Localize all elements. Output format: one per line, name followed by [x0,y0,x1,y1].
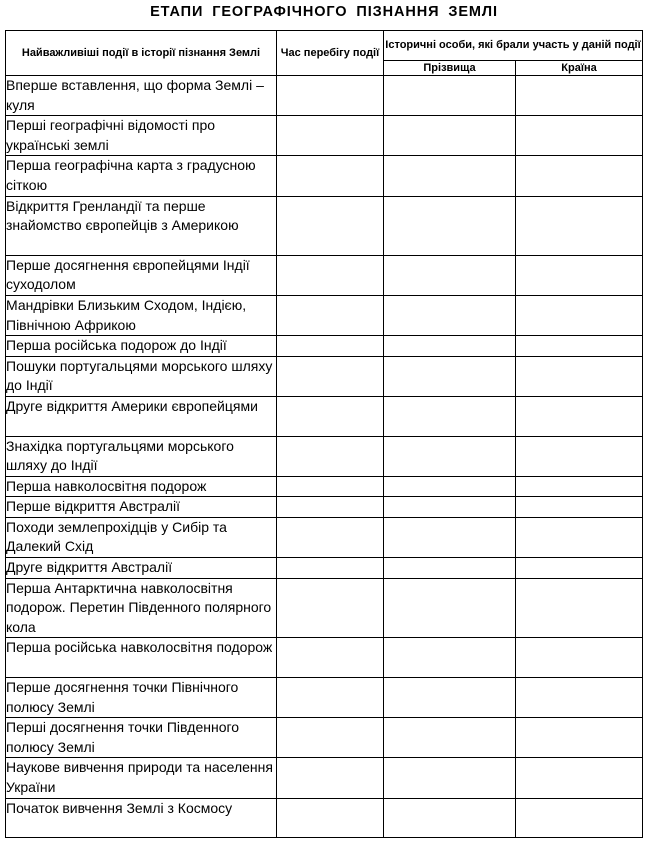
country-cell[interactable] [516,517,643,557]
time-cell[interactable] [277,295,384,335]
country-cell[interactable] [516,476,643,497]
table-row [6,196,643,255]
time-cell[interactable] [277,396,384,436]
event-cell: Мандрівки Близьким Сходом, Індією, Північною Африкою [6,295,277,335]
time-cell[interactable] [277,356,384,396]
surname-cell[interactable] [384,396,516,436]
event-cell: Перша навколосвітня подорож [6,476,277,497]
country-cell[interactable] [516,295,643,335]
surname-cell[interactable] [384,758,516,798]
table-row [6,255,643,295]
surname-cell[interactable] [384,436,516,476]
event-cell: Перша географічна карта з градусною сіткою [6,156,277,196]
surname-cell[interactable] [384,497,516,518]
event-cell: Перше досягнення точки Північного полюсу Землі [6,678,277,718]
time-cell[interactable] [277,798,384,838]
time-cell[interactable] [277,196,384,255]
event-cell: Пошуки португальцями морського шляху до Індії [6,356,277,396]
time-cell[interactable] [277,255,384,295]
country-cell[interactable] [516,497,643,518]
table-row [6,718,643,758]
country-cell[interactable] [516,255,643,295]
table-row [6,356,643,396]
event-cell: Відкриття Гренландії та перше знайомство європейців з Америкою [6,196,277,255]
table-row [6,476,643,497]
header-country: Країна [516,61,643,76]
country-cell[interactable] [516,558,643,579]
surname-cell[interactable] [384,517,516,557]
table-body [6,76,643,838]
surname-cell[interactable] [384,196,516,255]
surname-cell[interactable] [384,76,516,116]
country-cell[interactable] [516,336,643,357]
event-cell: Вперше вставлення, що форма Землі – куля [6,76,277,116]
events-table [5,30,643,838]
table-row [6,517,643,557]
event-cell: Наукове вивчення природи та населення України [6,758,277,798]
surname-cell[interactable] [384,156,516,196]
event-cell: Перші географічні відомості про українські землі [6,116,277,156]
time-cell[interactable] [277,638,384,678]
table-row [6,798,643,838]
time-cell[interactable] [277,156,384,196]
country-cell[interactable] [516,156,643,196]
time-cell[interactable] [277,517,384,557]
surname-cell[interactable] [384,295,516,335]
time-cell[interactable] [277,678,384,718]
event-cell: Перші досягнення точки Південного полюсу Землі [6,718,277,758]
surname-cell[interactable] [384,255,516,295]
time-cell[interactable] [277,558,384,579]
header-event: Найважливіші події в історії пізнання Землі [6,31,277,76]
page-title: ЕТАПИ ГЕОГРАФІЧНОГО ПІЗНАННЯ ЗЕМЛІ [150,4,498,20]
table-row [6,578,643,638]
country-cell[interactable] [516,356,643,396]
surname-cell[interactable] [384,578,516,638]
time-cell[interactable] [277,336,384,357]
time-cell[interactable] [277,578,384,638]
table-row [6,436,643,476]
country-cell[interactable] [516,396,643,436]
event-cell: Друге відкриття Америки європейцями [6,396,277,436]
table-row [6,678,643,718]
header-time: Час перебігу події [277,31,384,76]
time-cell[interactable] [277,497,384,518]
table-row [6,295,643,335]
country-cell[interactable] [516,116,643,156]
country-cell[interactable] [516,678,643,718]
table-row [6,758,643,798]
country-cell[interactable] [516,798,643,838]
table-row [6,638,643,678]
country-cell[interactable] [516,436,643,476]
event-cell: Початок вивчення Землі з Космосу [6,798,277,838]
surname-cell[interactable] [384,558,516,579]
event-cell: Перше відкриття Австралії [6,497,277,518]
time-cell[interactable] [277,476,384,497]
event-cell: Перша російська навколосвітня подорож [6,638,277,678]
country-cell[interactable] [516,638,643,678]
surname-cell[interactable] [384,638,516,678]
table-row [6,497,643,518]
table-header [6,31,643,76]
time-cell[interactable] [277,758,384,798]
surname-cell[interactable] [384,798,516,838]
event-cell: Друге відкриття Австралії [6,558,277,579]
table-row [6,336,643,357]
surname-cell[interactable] [384,356,516,396]
time-cell[interactable] [277,718,384,758]
event-cell: Походи землепрохідців у Сибір та Далекий Схід [6,517,277,557]
time-cell[interactable] [277,116,384,156]
event-cell: Перша російська подорож до Індії [6,336,277,357]
table-row [6,76,643,116]
country-cell[interactable] [516,76,643,116]
country-cell[interactable] [516,718,643,758]
country-cell[interactable] [516,578,643,638]
header-surname: Прізвища [384,61,516,76]
country-cell[interactable] [516,196,643,255]
surname-cell[interactable] [384,718,516,758]
header-persons: Історичні особи, які брали участь у даній події [384,31,643,61]
table-row [6,396,643,436]
event-cell: Перше досягнення європейцями Індії суходолом [6,255,277,295]
surname-cell[interactable] [384,116,516,156]
table-row [6,156,643,196]
time-cell[interactable] [277,76,384,116]
event-cell: Знахідка португальцями морського шляху до Індії [6,436,277,476]
table-row [6,116,643,156]
table-row [6,558,643,579]
surname-cell[interactable] [384,476,516,497]
time-cell[interactable] [277,436,384,476]
surname-cell[interactable] [384,336,516,357]
country-cell[interactable] [516,758,643,798]
surname-cell[interactable] [384,678,516,718]
event-cell: Перша Антарктична навколосвітня подорож. Перетин Південного полярного кола [6,578,277,638]
